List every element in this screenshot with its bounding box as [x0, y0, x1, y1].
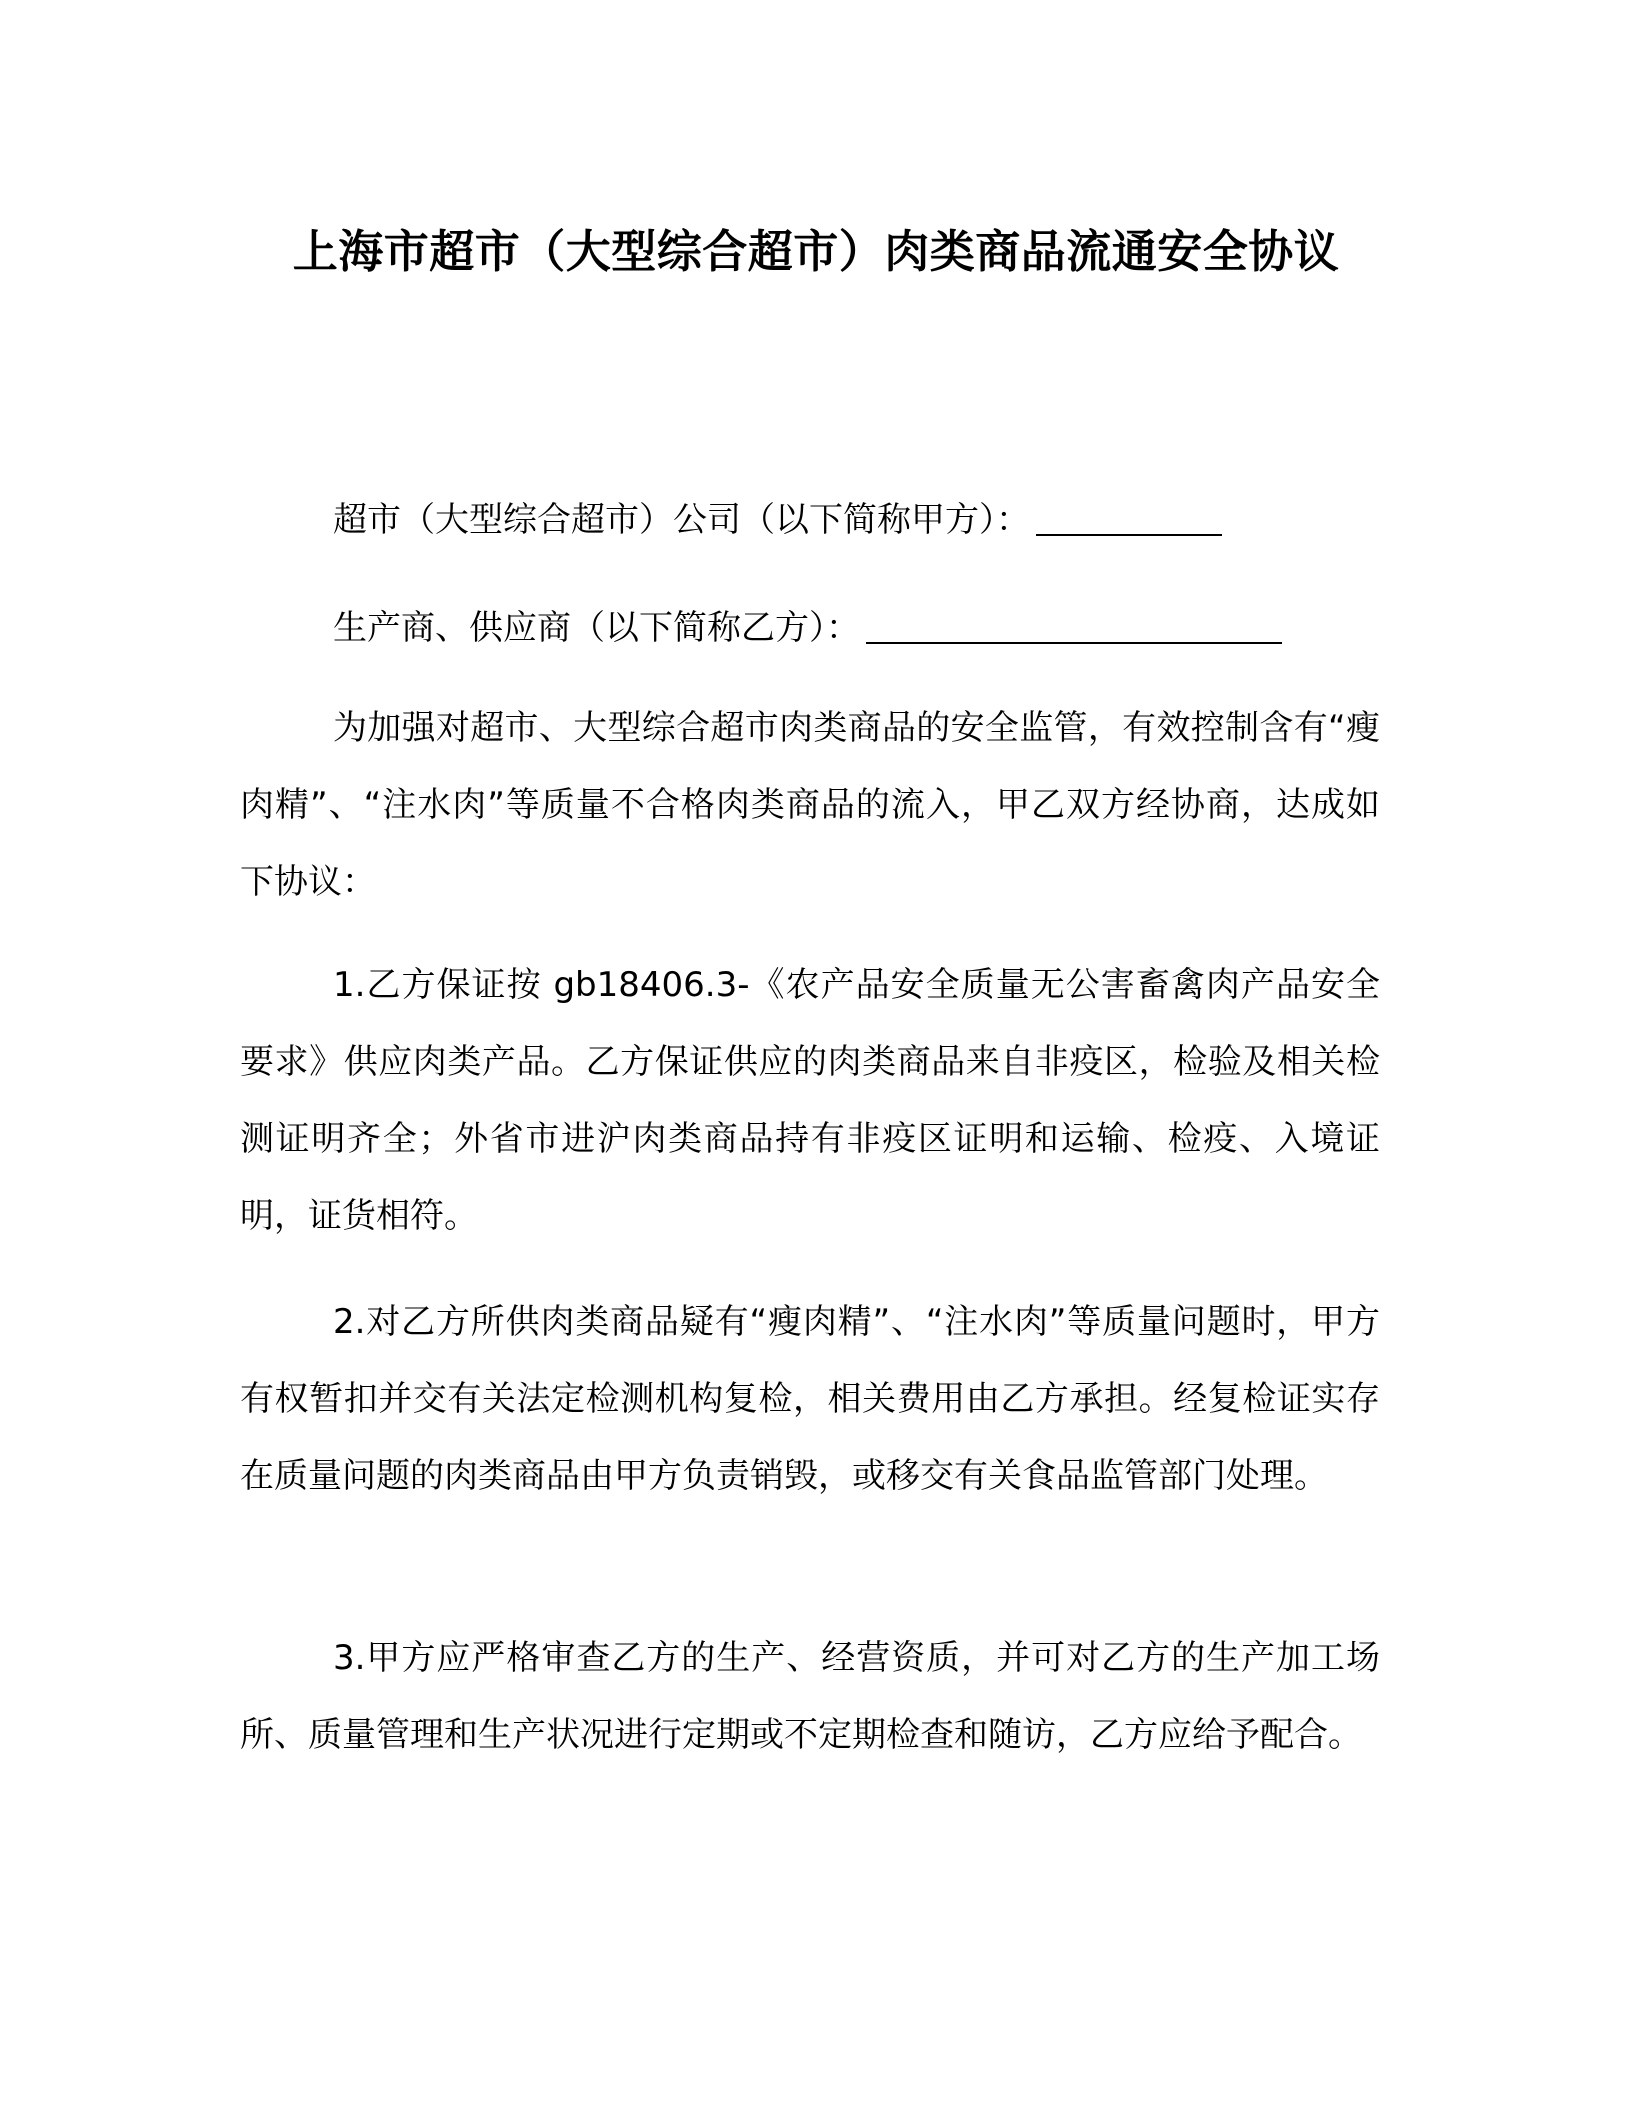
intro-paragraph: 为加强对超市、大型综合超市肉类商品的安全监管，有效控制含有“瘦肉精”、“注水肉”等质量不合格肉类商品的流入，甲乙双方经协商，达成如下协议： [240, 708, 1380, 902]
party-b-blank [866, 604, 1282, 644]
clause-2: 2.对乙方所供肉类商品疑有“瘦肉精”、“注水肉”等质量问题时，甲方有权暂扣并交有关法定检测机构复检，相关费用由乙方承担。经复检证实存在质量问题的肉类商品由甲方负责销毁，或移交有关食品监管部门处理。 [240, 1302, 1380, 1496]
clause-1: 1.乙方保证按 gb18406.3-《农产品安全质量无公害畜禽肉产品安全要求》供应肉类产品。乙方保证供应的肉类商品来自非疫区，检验及相关检测证明齐全；外省市进沪肉类商品持有非疫区证明和运输、检疫、入境证明，证货相符。 [240, 965, 1380, 1236]
party-a-line [333, 496, 1222, 544]
clause-3: 3.甲方应严格审查乙方的生产、经营资质，并可对乙方的生产加工场所、质量管理和生产状况进行定期或不定期检查和随访，乙方应给予配合。 [240, 1638, 1380, 1755]
party-a-blank [1036, 496, 1222, 536]
party-a-label: 超市（大型综合超市）公司（以下简称甲方）： [333, 500, 1030, 540]
party-b-line [333, 604, 1282, 652]
document-title: 上海市超市（大型综合超市）肉类商品流通安全协议 [292, 225, 1340, 278]
party-b-label: 生产商、供应商（以下简称乙方）： [333, 608, 860, 648]
